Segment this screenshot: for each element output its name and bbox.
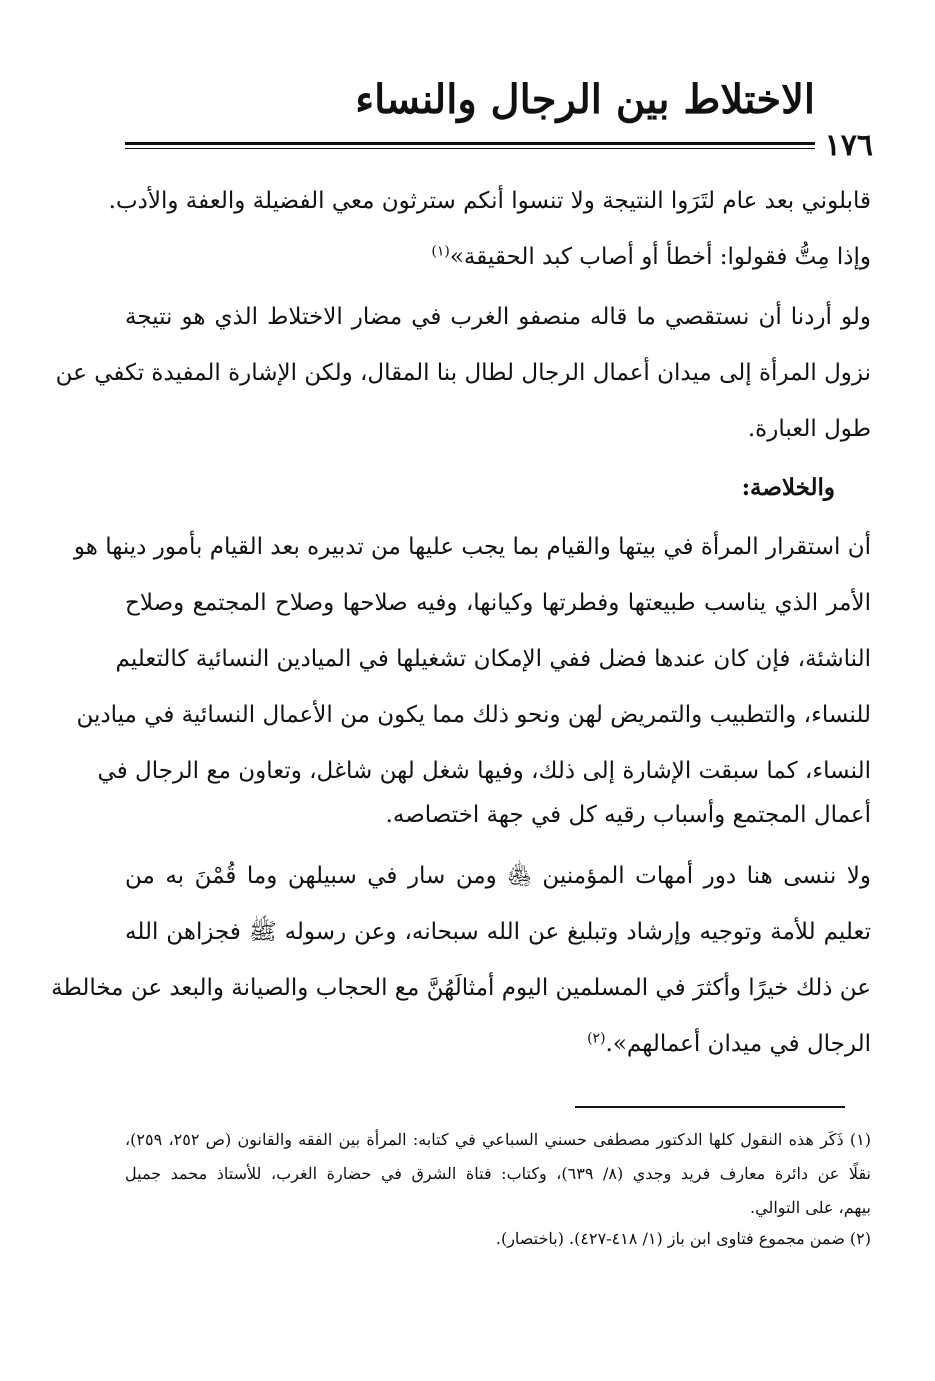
paragraph-3-line-2: الأمر الذي يناسب طبيعتها وفطرتها وكيانها، وفيه صلاحها وصلاح المجتمع وصلاح bbox=[125, 590, 871, 616]
paragraph-1-line-2 bbox=[431, 229, 871, 285]
paragraph-3-line-1: أن استقرار المرأة في بيتها والقيام بما يجب عليها من تدبيره بعد القيام بأمور دينها هو bbox=[73, 534, 871, 560]
paragraph-4-line-1: ولا ننسى هنا دور أمهات المؤمنين ﵅ ومن سار في سبيلهن وما قُمْنَ به من bbox=[125, 863, 871, 889]
paragraph-1-line-1: قابلوني بعد عام لتَرَوا النتيجة ولا تنسوا أنكم سترثون معي الفضيلة والعفة والأدب. bbox=[108, 188, 871, 214]
section-heading: والخلاصة: bbox=[741, 474, 835, 501]
footnote-separator bbox=[575, 1106, 845, 1108]
paragraph-2-line-3: طول العبارة. bbox=[747, 416, 871, 442]
footnote-ref-1: (١) bbox=[431, 243, 450, 260]
footnote-1-line-2: نقلًا عن دائرة معارف فريد وجدي (٨/ ٦٣٩)، وكتاب: فتاة الشرق في حضارة الغرب، للأستاذ محمد جميل bbox=[125, 1164, 871, 1183]
paragraph-4-line-2: تعليم للأمة وتوجيه وإرشاد وتبليغ عن الله سبحانه، وعن رسوله ﷺ فجزاهن الله bbox=[125, 919, 871, 945]
header-rule bbox=[125, 142, 815, 145]
footnote-1-line-3: بيهم، على التوالي. bbox=[750, 1198, 871, 1217]
paragraph-3-line-5: النساء، كما سبقت الإشارة إلى ذلك، وفيها شغل لهن شاغل، وتعاون مع الرجال في bbox=[97, 758, 871, 784]
running-header-title: الاختلاط بين الرجال والنساء bbox=[355, 76, 815, 123]
paragraph-1-line-2-text: وإذا مِتُّ فقولوا: أخطأ أو أصاب كبد الحقيقة» bbox=[449, 244, 871, 270]
paragraph-4-line-4 bbox=[587, 1016, 871, 1072]
paragraph-4-line-3: عن ذلك خيرًا وأكثرَ في المسلمين اليوم أمثالَهُنَّ مع الحجاب والصيانة والبعد عن مخالطة bbox=[51, 975, 871, 1001]
paragraph-2-line-2: نزول المرأة إلى ميدان أعمال الرجال لطال بنا المقال، ولكن الإشارة المفيدة تكفي عن bbox=[55, 360, 871, 386]
footnote-ref-2: (٢) bbox=[587, 1030, 606, 1047]
footnote-2-line-1: (٢) ضمن مجموع فتاوى ابن باز (١/ ٤١٨-٤٢٧). (باختصار). bbox=[495, 1229, 871, 1248]
footnote-1-line-1: (١) ذَكَر هذه النقول كلها الدكتور مصطفى حسني السباعي في كتابه: المرأة بين الفقه والقانون (ص ٢٥٢، ٢٥٩)، bbox=[125, 1130, 872, 1149]
paragraph-3-line-4: للنساء، والتطبيب والتمريض لهن ونحو ذلك مما يكون من الأعمال النسائية في ميادين bbox=[76, 702, 871, 728]
header-rule-thin bbox=[125, 148, 815, 149]
paragraph-2-line-1: ولو أردنا أن نستقصي ما قاله منصفو الغرب في مضار الاختلاط الذي هو نتيجة bbox=[125, 304, 871, 330]
paragraph-3-line-3: الناشئة، فإن كان عندها فضل ففي الإمكان تشغيلها في الميادين النسائية كالتعليم bbox=[115, 646, 871, 672]
paragraph-3-line-6: أعمال المجتمع وأسباب رقيه كل في جهة اختصاصه. bbox=[385, 802, 871, 828]
page-number: ١٧٦ bbox=[824, 128, 873, 163]
paragraph-4-line-4-text: الرجال في ميدان أعمالهم». bbox=[605, 1031, 871, 1057]
